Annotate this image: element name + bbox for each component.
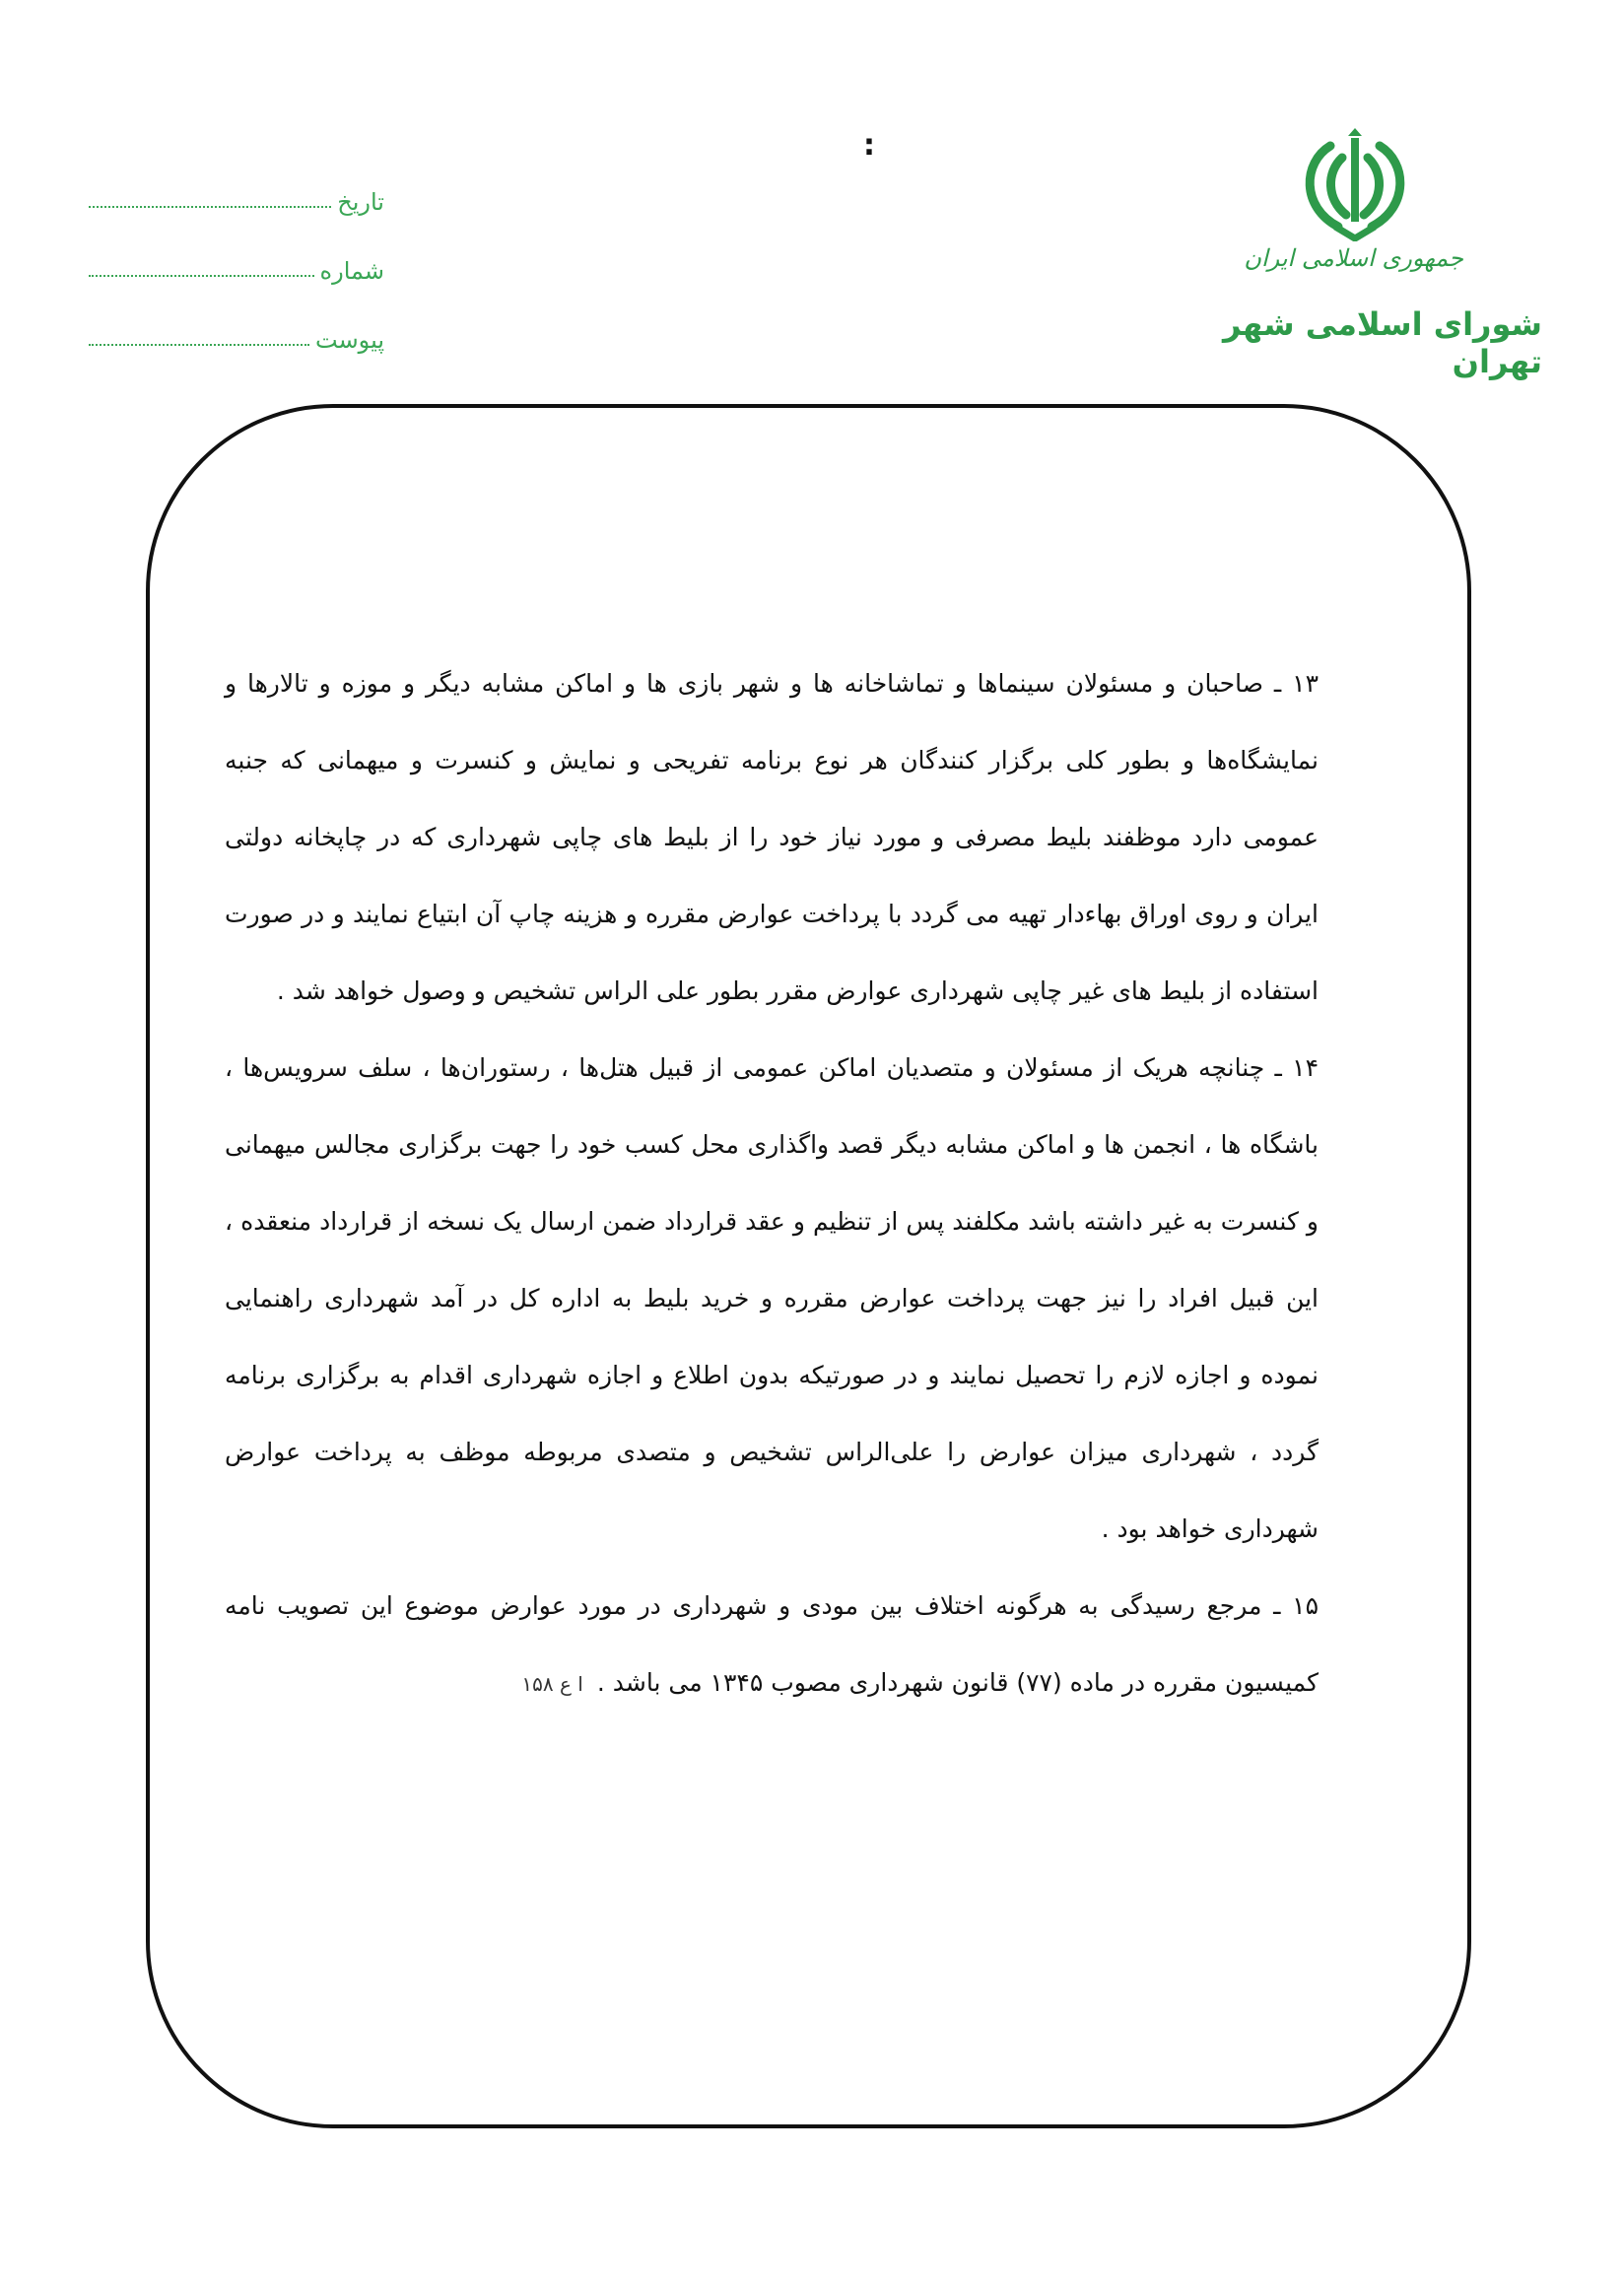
document-body [225,645,1319,1722]
letter-meta [89,168,384,374]
attachment-line [89,305,384,374]
paragraph-13: ۱۳ ـ صاحبان و مسئولان سینماها و تماشاخانه ها و شهر بازی ها و اماکن مشابه دیگر و موزه و تالارها و نمایشگاه‌ها و بطور کلی برگزار کنندگان هر نوع برنامه تفریحی و نمایش و کنسرت و میهمانی که جنبه عمومی دارد موظفند بلیط مصرفی و مورد نیاز خود را از بلیط های چاپی شهرداری که در چاپخانه دولتی ایران و روی اوراق بهاء‌دار تهیه می گردد با پرداخت عوارض مقرره و هزینه چاپ آن ابتیاع نمایند و در صورت استفاده از بلیط های غیر چاپی شهرداری عوارض مقرر بطور علی الراس تشخیص و وصول خواهد شد . [225,669,1319,1005]
number-dotted-line [89,275,314,277]
org-name: شورای اسلامی شهر تهران [1223,305,1542,380]
number-line [89,236,384,305]
top-mark: : [863,128,875,163]
reference-code: ا ع ۱۵۸ [521,1672,583,1696]
date-dotted-line [89,206,331,208]
iran-emblem-icon [1291,128,1419,241]
attachment-dotted-line [89,344,309,346]
paragraph-15-text: ۱۵ ـ مرجع رسیدگی به هرگونه اختلاف بین مودی و شهرداری در مورد عوارض موضوع این تصویب نامه کمیسیون مقرره در ماده (۷۷) قانون شهرداری مصوب ۱۳۴۵ می باشد . [225,1591,1319,1697]
paragraph-14: ۱۴ ـ چنانچه هریک از مسئولان و متصدیان اماکن عمومی از قبیل هتل‌ها ، رستوران‌ها ، سلف سرویس‌ها ، باشگاه ها ، انجمن ها و اماکن مشابه دیگر قصد واگذاری محل کسب خود را جهت برگزاری مجالس میهمانی و کنسرت به غیر داشته باشد مکلفند پس از تنظیم و عقد قرارداد ضمن ارسال یک نسخه از قرارداد منعقده ، این قبیل افراد را نیز جهت پرداخت عوارض مقرره و خرید بلیط به اداره کل در آمد شهرداری راهنمایی نموده و اجازه لازم را تحصیل نمایند و در صورتیکه بدون اطلاع و اجازه شهرداری اقدام به برگزاری برنامه گردد ، شهرداری میزان عوارض را علی‌الراس تشخیص و متصدی مربوطه موظف به پرداخت عوارض شهرداری خواهد بود . [225,1053,1319,1543]
attachment-label: پیوست [315,326,384,354]
emblem-caption: جمهوری اسلامی ایران [1244,244,1463,272]
date-label: تاریخ [337,188,384,216]
number-label: شماره [319,257,384,285]
date-line [89,168,384,236]
paragraph-15 [225,1568,1319,1722]
letterhead [1178,128,1542,380]
